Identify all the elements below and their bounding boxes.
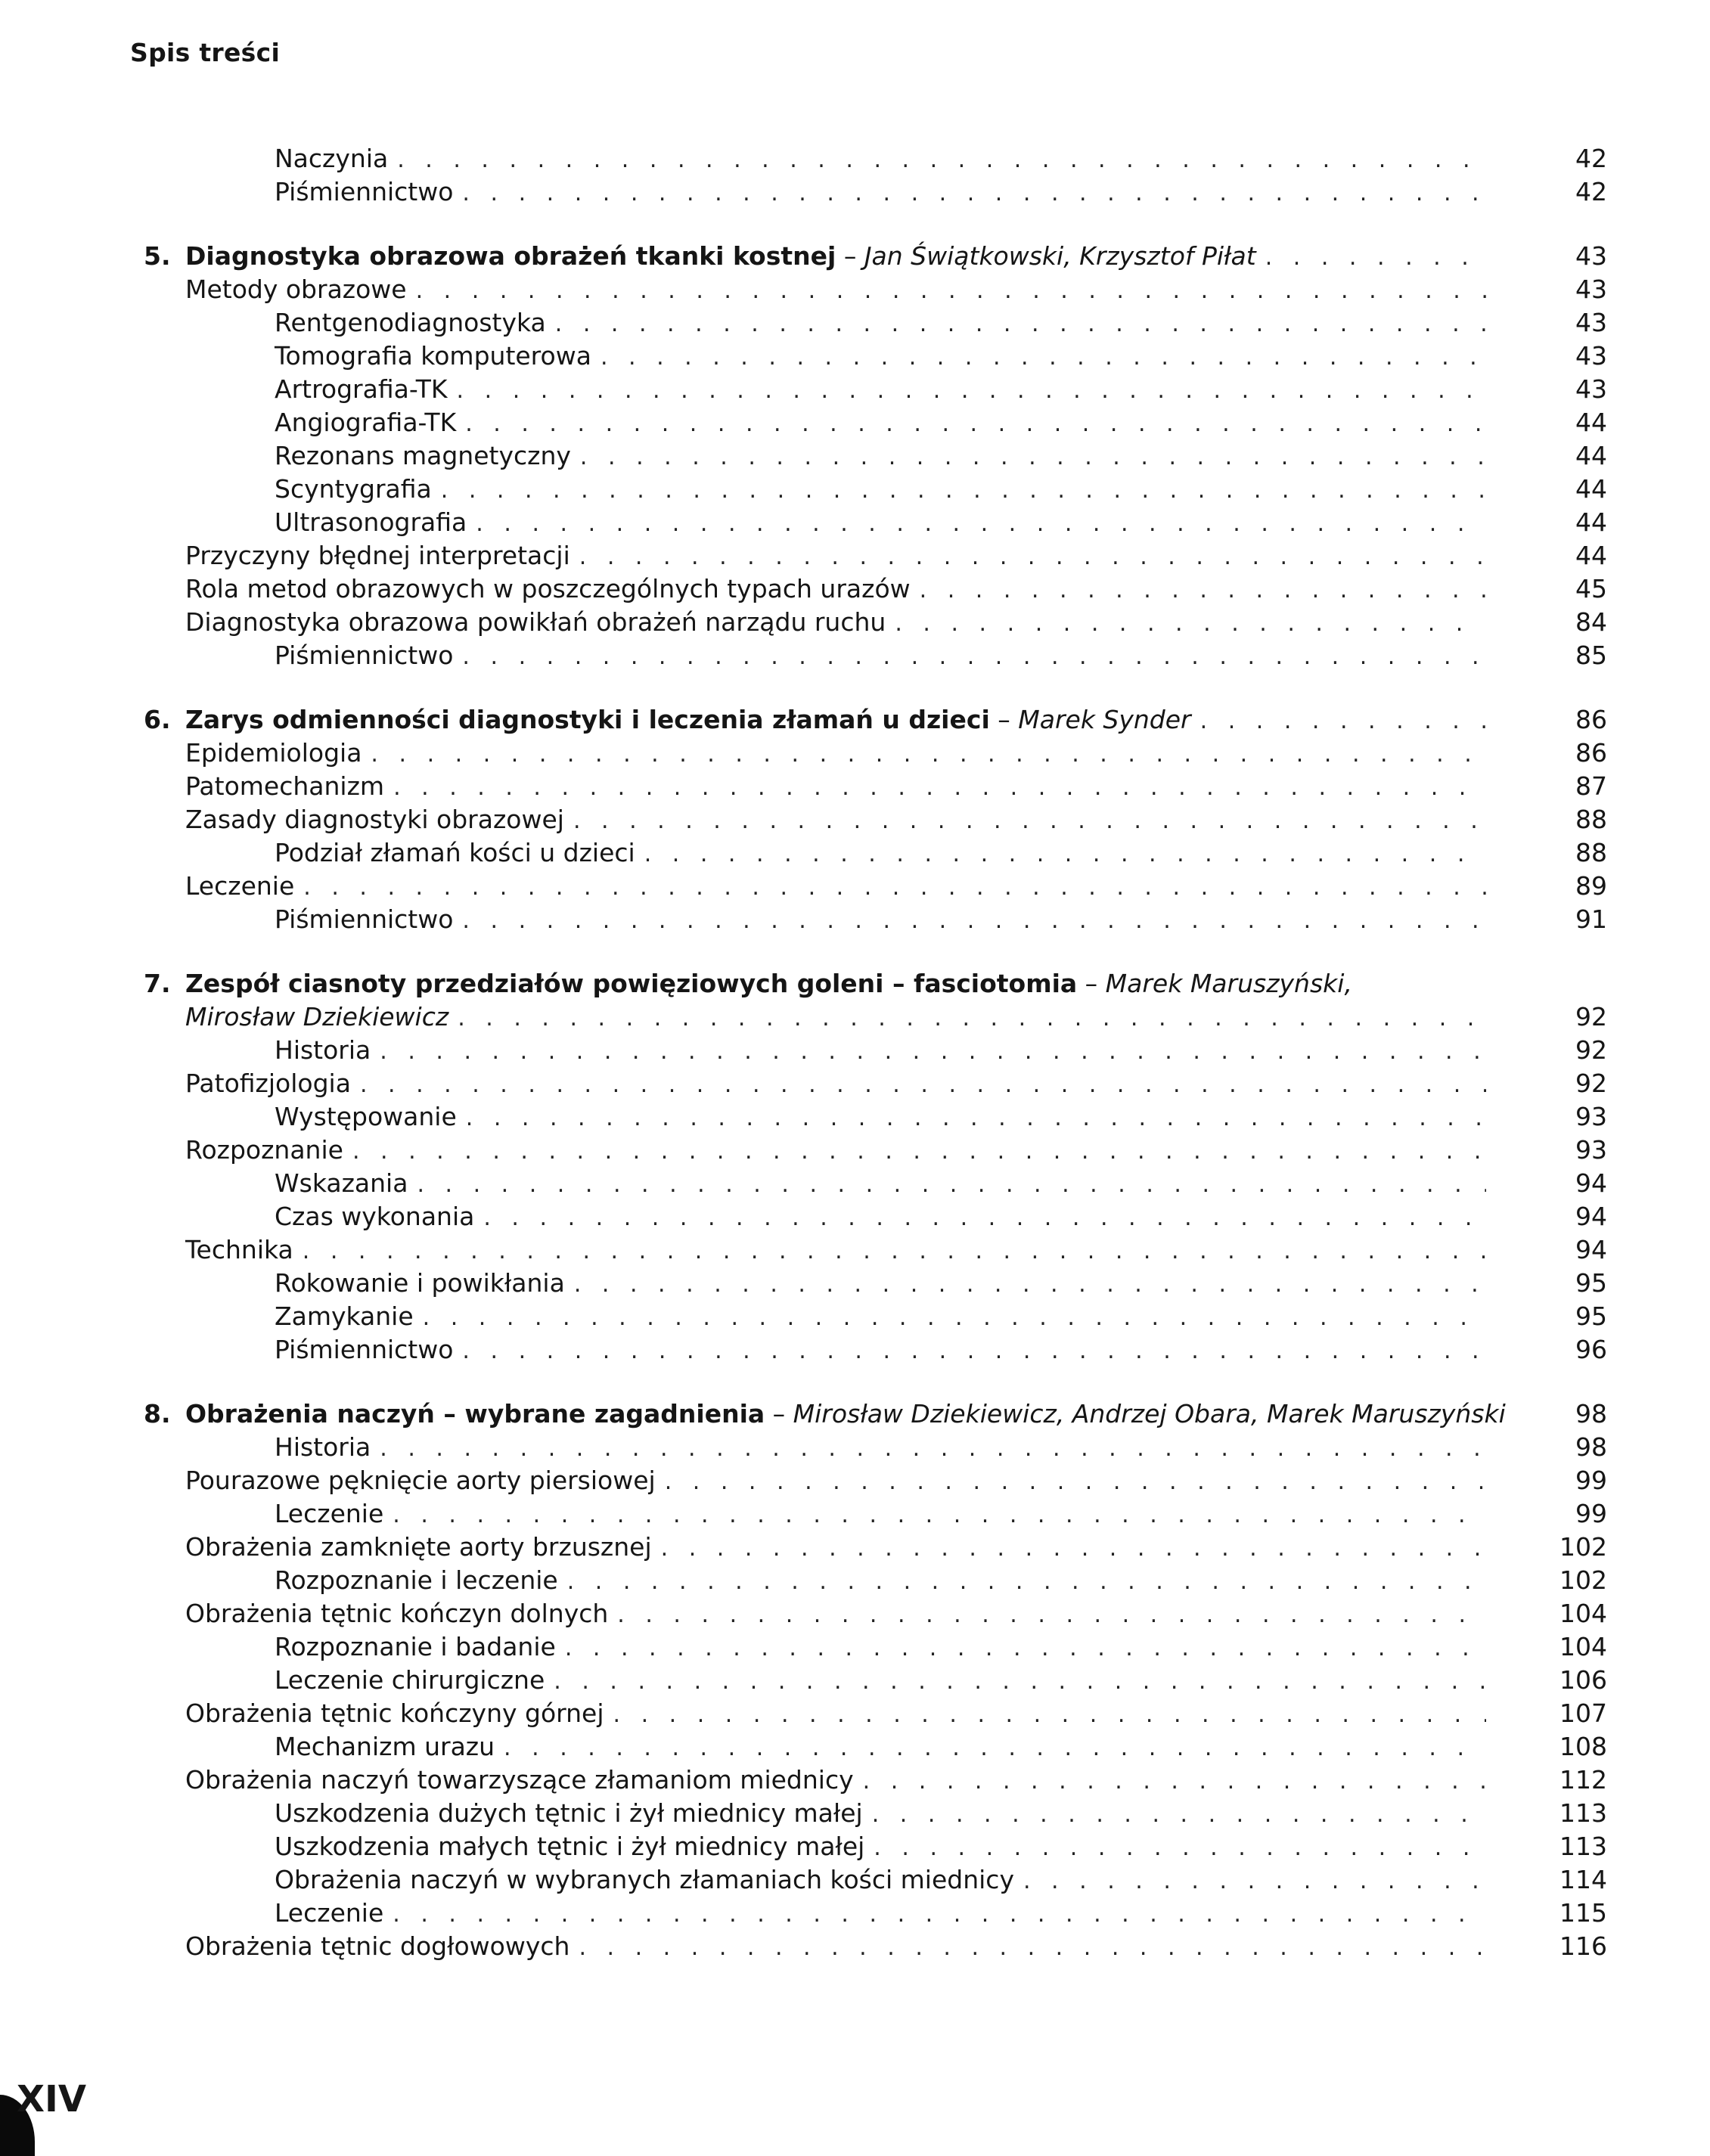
entry-title: Rokowanie i powikłania <box>275 1268 565 1298</box>
page-number: 45 <box>1575 574 1607 603</box>
page-number-folio: XIV <box>17 2078 87 2120</box>
chapter-number: 8. <box>144 1399 171 1429</box>
page-number: 104 <box>1559 1632 1607 1661</box>
author-separator: – <box>836 241 864 271</box>
toc-subsection-entry <box>144 641 1607 674</box>
entry-title: Zasady diagnostyki obrazowej <box>185 805 564 834</box>
toc-subsection-entry <box>144 1565 1607 1599</box>
dot-leader <box>574 1271 1486 1298</box>
dot-leader <box>874 1835 1486 1861</box>
dot-leader <box>466 1105 1486 1131</box>
toc-section-entry <box>144 1599 1607 1632</box>
dot-leader <box>352 1138 1486 1165</box>
chapter-authors: Jan Świątkowski, Krzysztof Piłat <box>864 241 1256 271</box>
page-number: 42 <box>1575 177 1607 206</box>
page-number: 98 <box>1575 1399 1607 1429</box>
toc-section-entry <box>144 1765 1607 1798</box>
toc-section-entry <box>144 574 1607 607</box>
dot-leader <box>423 1304 1486 1331</box>
toc-section-entry <box>144 738 1607 771</box>
entry-title: Czas wykonania <box>275 1202 475 1231</box>
toc-subsection-entry <box>144 1798 1607 1832</box>
dot-leader <box>393 1502 1486 1528</box>
chapter-authors: Marek Synder <box>1018 705 1191 734</box>
toc-subsection-entry <box>144 1665 1607 1698</box>
toc-subsection-entry <box>144 308 1607 341</box>
page-number: 113 <box>1559 1832 1607 1861</box>
entry-title: Obrażenia naczyń w wybranych złamaniach kości miednicy <box>275 1865 1014 1894</box>
toc-subsection-entry <box>144 1832 1607 1865</box>
entry-title: Patomechanizm <box>185 771 385 801</box>
dot-leader <box>397 147 1486 173</box>
page-number: 115 <box>1559 1898 1607 1928</box>
page-number: 106 <box>1559 1665 1607 1695</box>
page-number: 44 <box>1575 408 1607 437</box>
page-number: 107 <box>1559 1698 1607 1728</box>
dot-leader <box>371 741 1486 768</box>
toc-subsection-entry <box>144 1865 1607 1898</box>
page-number: 87 <box>1575 771 1607 801</box>
author-separator: – <box>989 705 1019 734</box>
page-number: 94 <box>1575 1168 1607 1198</box>
entry-title: Piśmiennictwo <box>275 641 454 670</box>
chapter-title: Diagnostyka obrazowa obrażeń tkanki kostnej <box>185 241 836 271</box>
entry-title: Występowanie <box>275 1102 457 1131</box>
entry-title: Piśmiennictwo <box>275 904 454 934</box>
toc-subsection-entry <box>144 1632 1607 1665</box>
page-number: 95 <box>1575 1301 1607 1331</box>
toc-section-entry <box>144 1135 1607 1168</box>
dot-leader <box>393 1901 1486 1928</box>
toc-subsection-entry <box>144 1898 1607 1931</box>
entry-title: Historia <box>275 1035 371 1065</box>
entry-title: Uszkodzenia małych tętnic i żył miednicy małej <box>275 1832 865 1861</box>
dot-leader <box>665 1469 1486 1495</box>
page-number: 44 <box>1575 507 1607 537</box>
page-number: 104 <box>1559 1599 1607 1628</box>
dot-leader <box>895 610 1486 637</box>
entry-title: Scyntygrafia <box>275 474 432 504</box>
chapter-title: Obrażenia naczyń – wybrane zagadnienia <box>185 1399 765 1429</box>
page-number: 114 <box>1559 1865 1607 1894</box>
page-number: 43 <box>1575 241 1607 271</box>
toc-subsection-entry <box>144 1035 1607 1069</box>
page-number: 43 <box>1575 341 1607 371</box>
dot-leader <box>462 644 1486 670</box>
entry-title: Wskazania <box>275 1168 408 1198</box>
entry-title: Pourazowe pęknięcie aorty piersiowej <box>185 1466 656 1495</box>
toc-subsection-entry <box>144 1432 1607 1466</box>
toc-section-entry <box>144 1069 1607 1102</box>
toc-subsection-entry <box>144 341 1607 374</box>
page-number: 85 <box>1575 641 1607 670</box>
toc-section-entry <box>144 1466 1607 1499</box>
chapter-number: 6. <box>144 705 171 734</box>
entry-title: Angiografia-TK <box>275 408 457 437</box>
toc-section-entry <box>144 275 1607 308</box>
entry-title: Rozpoznanie i badanie <box>275 1632 556 1661</box>
running-head: Spis treści <box>130 38 281 67</box>
dot-leader <box>567 1568 1486 1595</box>
page-number: 113 <box>1559 1798 1607 1828</box>
entry-title: Obrażenia tętnic dogłowowych <box>185 1931 570 1961</box>
toc-subsection-entry <box>144 144 1607 177</box>
page-number: 99 <box>1575 1499 1607 1528</box>
dot-leader <box>417 1171 1486 1198</box>
entry-title: Piśmiennictwo <box>275 177 454 206</box>
dot-leader <box>617 1602 1486 1628</box>
page-number: 88 <box>1575 805 1607 834</box>
dot-leader <box>303 874 1486 901</box>
chapter-authors: Mirosław Dziekiewicz <box>185 1002 449 1031</box>
toc-subsection-entry <box>144 1168 1607 1202</box>
entry-title: Rezonans magnetyczny <box>275 441 571 470</box>
toc-section-entry <box>144 1698 1607 1732</box>
toc-subsection-entry <box>144 1499 1607 1532</box>
dot-leader <box>601 344 1486 371</box>
page-number: 92 <box>1575 1035 1607 1065</box>
toc-section-entry <box>144 771 1607 805</box>
dot-leader <box>579 1934 1486 1961</box>
dot-leader <box>872 1801 1486 1828</box>
entry-title: Metody obrazowe <box>185 275 407 304</box>
dot-leader <box>555 311 1486 337</box>
dot-leader <box>580 444 1486 470</box>
page-number: 94 <box>1575 1235 1607 1264</box>
dot-leader <box>554 1668 1486 1695</box>
dot-leader <box>462 180 1486 206</box>
chapter-number: 7. <box>144 969 171 998</box>
page-number: 112 <box>1559 1765 1607 1795</box>
page-number: 44 <box>1575 541 1607 570</box>
page-number: 86 <box>1575 705 1607 734</box>
dot-leader <box>360 1072 1486 1098</box>
dot-leader <box>457 377 1486 404</box>
toc-subsection-entry <box>144 838 1607 871</box>
entry-title: Leczenie <box>275 1898 384 1928</box>
page-number: 102 <box>1559 1532 1607 1562</box>
entry-title: Diagnostyka obrazowa powikłań obrażeń narządu ruchu <box>185 607 886 637</box>
dot-leader <box>1200 708 1486 734</box>
author-separator: – <box>765 1399 793 1429</box>
chapter-authors: Marek Maruszyński, <box>1105 969 1352 998</box>
dot-leader <box>462 907 1486 934</box>
toc-section-entry <box>144 607 1607 641</box>
page-number: 102 <box>1559 1565 1607 1595</box>
toc-subsection-entry <box>144 374 1607 408</box>
entry-title: Patofizjologia <box>185 1069 351 1098</box>
entry-title: Mechanizm urazu <box>275 1732 495 1761</box>
dot-leader <box>504 1735 1486 1761</box>
chapter-authors: Mirosław Dziekiewicz, Andrzej Obara, Marek Maruszyński <box>793 1399 1506 1429</box>
entry-title: Podział złamań kości u dzieci <box>275 838 635 867</box>
chapter-number: 5. <box>144 241 171 271</box>
entry-title: Obrażenia tętnic kończyny górnej <box>185 1698 604 1728</box>
toc-chapter-heading <box>144 969 1607 1002</box>
dot-leader <box>393 774 1486 801</box>
entry-title: Rozpoznanie <box>185 1135 343 1165</box>
toc-chapter-heading <box>144 241 1607 275</box>
entry-title: Uszkodzenia dużych tętnic i żył miednicy małej <box>275 1798 863 1828</box>
dot-leader <box>613 1702 1486 1728</box>
entry-title: Technika <box>185 1235 293 1264</box>
entry-title: Zamykanie <box>275 1301 414 1331</box>
dot-leader <box>476 510 1486 537</box>
page-number: 95 <box>1575 1268 1607 1298</box>
page-number: 84 <box>1575 607 1607 637</box>
entry-title: Rola metod obrazowych w poszczególnych typach urazów <box>185 574 911 603</box>
toc-subsection-entry <box>144 441 1607 474</box>
page-number: 93 <box>1575 1135 1607 1165</box>
entry-title: Rozpoznanie i leczenie <box>275 1565 558 1595</box>
dot-leader <box>573 808 1486 834</box>
toc-subsection-entry <box>144 1335 1607 1368</box>
entry-title: Epidemiologia <box>185 738 362 768</box>
toc-subsection-entry <box>144 474 1607 507</box>
toc-subsection-entry <box>144 1202 1607 1235</box>
dot-leader <box>416 278 1486 304</box>
page-number: 92 <box>1575 1069 1607 1098</box>
toc-chapter-heading <box>144 1399 1607 1432</box>
dot-leader <box>303 1238 1486 1264</box>
dot-leader <box>565 1635 1486 1661</box>
entry-title: Leczenie chirurgiczne <box>275 1665 545 1695</box>
dot-leader <box>483 1205 1486 1231</box>
entry-title: Rentgenodiagnostyka <box>275 308 546 337</box>
page-number: 88 <box>1575 838 1607 867</box>
entry-title: Przyczyny błędnej interpretacji <box>185 541 570 570</box>
dot-leader <box>1265 244 1486 271</box>
dot-leader <box>920 577 1486 603</box>
dot-leader <box>863 1768 1486 1795</box>
dot-leader <box>462 1338 1486 1364</box>
dot-leader <box>458 1005 1486 1031</box>
entry-title: Tomografia komputerowa <box>275 341 591 371</box>
toc-subsection-entry <box>144 1301 1607 1335</box>
toc-subsection-entry <box>144 177 1607 210</box>
entry-title: Leczenie <box>275 1499 384 1528</box>
dot-leader <box>380 1435 1486 1462</box>
page-number: 43 <box>1575 374 1607 404</box>
toc-chapter-heading <box>144 705 1607 738</box>
toc-subsection-entry <box>144 507 1607 541</box>
entry-title: Naczynia <box>275 144 389 173</box>
page-number: 92 <box>1575 1002 1607 1031</box>
page-number: 99 <box>1575 1466 1607 1495</box>
page-number: 96 <box>1575 1335 1607 1364</box>
page-number: 94 <box>1575 1202 1607 1231</box>
table-of-contents <box>144 144 1607 1965</box>
toc-section-entry <box>144 1931 1607 1965</box>
toc-chapter-authors-continued <box>144 1002 1607 1035</box>
page-number: 93 <box>1575 1102 1607 1131</box>
page-number: 86 <box>1575 738 1607 768</box>
toc-subsection-entry <box>144 408 1607 441</box>
chapter-title: Zespół ciasnoty przedziałów powięziowych goleni – fasciotomia <box>185 969 1078 998</box>
toc-section-entry <box>144 871 1607 904</box>
toc-subsection-entry <box>144 1732 1607 1765</box>
page-number: 89 <box>1575 871 1607 901</box>
dot-leader <box>579 544 1486 570</box>
toc-section-entry <box>144 1532 1607 1565</box>
entry-title: Obrażenia zamknięte aorty brzusznej <box>185 1532 652 1562</box>
entry-title: Piśmiennictwo <box>275 1335 454 1364</box>
entry-title: Ultrasonografia <box>275 507 467 537</box>
dot-leader <box>661 1535 1486 1562</box>
page-number: 44 <box>1575 441 1607 470</box>
dot-leader <box>465 411 1486 437</box>
page-number: 43 <box>1575 308 1607 337</box>
entry-title: Obrażenia tętnic kończyn dolnych <box>185 1599 609 1628</box>
dot-leader <box>644 841 1486 867</box>
page-number: 116 <box>1559 1931 1607 1961</box>
author-separator: – <box>1077 969 1106 998</box>
toc-section-entry <box>144 541 1607 574</box>
toc-section-entry <box>144 1235 1607 1268</box>
page-number: 91 <box>1575 904 1607 934</box>
dot-leader <box>1023 1868 1486 1894</box>
entry-title: Obrażenia naczyń towarzyszące złamaniom miednicy <box>185 1765 854 1795</box>
toc-section-entry <box>144 805 1607 838</box>
toc-subsection-entry <box>144 1268 1607 1301</box>
dot-leader <box>441 477 1486 504</box>
page-number: 44 <box>1575 474 1607 504</box>
page-number: 43 <box>1575 275 1607 304</box>
chapter-title: Zarys odmienności diagnostyki i leczenia złamań u dzieci <box>185 705 990 734</box>
page-number: 98 <box>1575 1432 1607 1462</box>
entry-title: Artrografia-TK <box>275 374 448 404</box>
toc-subsection-entry <box>144 904 1607 938</box>
dot-leader <box>380 1038 1486 1065</box>
page-number: 42 <box>1575 144 1607 173</box>
page-number: 108 <box>1559 1732 1607 1761</box>
entry-title: Historia <box>275 1432 371 1462</box>
toc-subsection-entry <box>144 1102 1607 1135</box>
entry-title: Leczenie <box>185 871 295 901</box>
